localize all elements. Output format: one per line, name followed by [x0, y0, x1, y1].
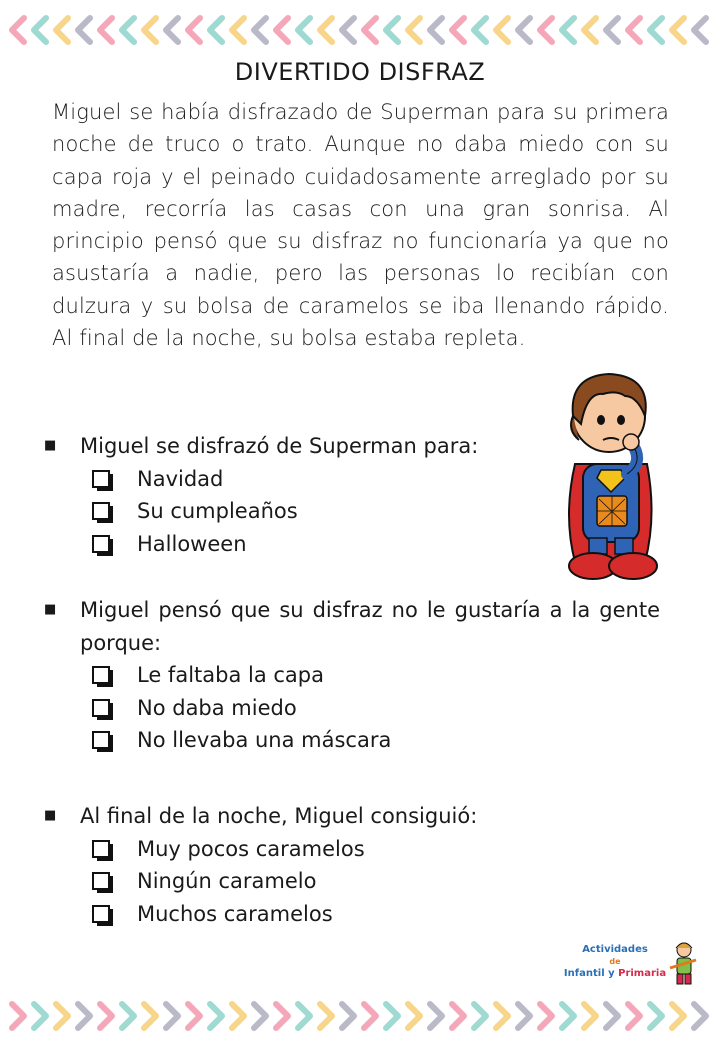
chevron-icon	[408, 18, 420, 42]
logo-line-2: de	[609, 957, 621, 966]
chevron-icon	[342, 18, 354, 42]
logo-line-3b: Primaria	[618, 968, 667, 979]
chevron-icon	[78, 1004, 90, 1028]
chevron-icon	[386, 1004, 398, 1028]
chevron-icon	[672, 18, 684, 42]
chevron-icon	[144, 18, 156, 42]
checkbox-icon[interactable]	[92, 470, 110, 488]
chevron-icon	[254, 1004, 266, 1028]
answer-option[interactable]	[92, 659, 662, 692]
bullet-icon: ■	[44, 438, 57, 453]
chevron-icon	[562, 18, 574, 42]
chevron-icon	[232, 1004, 244, 1028]
chevron-icon	[276, 18, 288, 42]
option-label: No llevaba una máscara	[137, 728, 392, 752]
option-label: Halloween	[137, 531, 247, 556]
chevron-icon	[166, 18, 178, 42]
question-text: Al final de la noche, Miguel consiguió:	[80, 804, 478, 828]
bullet-icon: ■	[44, 602, 57, 617]
chevron-icon	[232, 18, 244, 42]
checkbox-icon[interactable]	[92, 905, 110, 923]
chevron-icon	[694, 1004, 706, 1028]
chevron-icon	[606, 18, 618, 42]
chevron-icon	[408, 1004, 420, 1028]
checkbox-icon[interactable]	[92, 535, 110, 553]
option-label: Muchos caramelos	[137, 901, 333, 926]
chevron-icon	[694, 18, 706, 42]
question-text: Miguel pensó que su disfraz no le gustaría a la gente porque:	[80, 598, 660, 655]
chevron-icon	[34, 18, 46, 42]
logo-line-3a: Infantil y	[563, 968, 619, 979]
checkbox-icon[interactable]	[92, 872, 110, 890]
chevron-icon	[298, 18, 310, 42]
chevron-icon	[518, 18, 530, 42]
chevron-icon	[496, 18, 508, 42]
chevron-icon	[144, 1004, 156, 1028]
chevron-icon	[628, 18, 640, 42]
chevron-icon	[122, 18, 134, 42]
option-label: Navidad	[137, 466, 224, 491]
chevron-icon	[650, 18, 662, 42]
answer-option[interactable]	[92, 898, 662, 931]
chevron-icon	[628, 1004, 640, 1028]
chevron-icon	[12, 1004, 24, 1028]
bullet-icon: ■	[44, 808, 57, 823]
chevron-icon	[584, 1004, 596, 1028]
chevron-icon	[210, 18, 222, 42]
chevron-icon	[254, 18, 266, 42]
chevron-icon	[166, 1004, 178, 1028]
chevron-icon	[452, 1004, 464, 1028]
chevron-icon	[474, 1004, 486, 1028]
option-label: Muy pocos caramelos	[137, 836, 365, 861]
worksheet-title: DIVERTIDO DISFRAZ	[234, 58, 486, 86]
checkbox-icon[interactable]	[92, 699, 110, 717]
chevron-icon	[672, 1004, 684, 1028]
chevron-icon	[56, 18, 68, 42]
option-label: No daba miedo	[137, 695, 297, 720]
chevron-icon	[188, 1004, 200, 1028]
chevron-border-bottom	[0, 996, 720, 1036]
chevron-icon	[430, 18, 442, 42]
chevron-icon	[320, 1004, 332, 1028]
chevron-icon	[342, 1004, 354, 1028]
chevron-icon	[584, 18, 596, 42]
checkbox-icon[interactable]	[92, 840, 110, 858]
chevron-icon	[430, 1004, 442, 1028]
chevron-icon	[100, 1004, 112, 1028]
chevron-icon	[650, 1004, 662, 1028]
answer-option[interactable]	[92, 692, 662, 725]
answer-option[interactable]	[92, 833, 662, 866]
chevron-icon	[320, 18, 332, 42]
checkbox-icon[interactable]	[92, 731, 110, 749]
checkbox-icon[interactable]	[92, 502, 110, 520]
chevron-icon	[298, 1004, 310, 1028]
chevron-icon	[562, 1004, 574, 1028]
chevron-icon	[188, 18, 200, 42]
option-label: Ningún caramelo	[137, 869, 317, 893]
brand-logo-text	[560, 944, 670, 980]
option-label: Su cumpleaños	[137, 499, 298, 523]
chevron-icon	[364, 1004, 376, 1028]
chevron-icon	[496, 1004, 508, 1028]
answer-option[interactable]	[92, 865, 662, 898]
question-2	[42, 594, 662, 757]
story-paragraph: Miguel se había disfrazado de Superman para su primera noche de truco o trato. Aunque no daba miedo con su capa roja y el peinado cuidadosamente arreglado por su madre, recorría las casas con una gran sonrisa. Al principio pensó que su disfraz no funcionaría ya que no asustaría a nadie, pero las personas lo recibían con dulzura y su bolsa de caramelos se iba llenando rápido. Al final de la noche, su bolsa estaba repleta.	[52, 100, 669, 351]
chevron-icon	[386, 18, 398, 42]
chevron-icon	[12, 18, 24, 42]
chevron-icon	[276, 1004, 288, 1028]
chevron-icon	[122, 1004, 134, 1028]
chevron-icon	[518, 1004, 530, 1028]
superman-kid-illustration	[553, 366, 668, 582]
question-3	[42, 800, 662, 930]
chevron-border-top	[0, 10, 720, 50]
chevron-icon	[78, 18, 90, 42]
chevron-icon	[452, 18, 464, 42]
chevron-icon	[100, 18, 112, 42]
chevron-icon	[56, 1004, 68, 1028]
chevron-icon	[34, 1004, 46, 1028]
answer-option[interactable]	[92, 724, 662, 757]
logo-line-1: Actividades	[582, 944, 648, 955]
logo-line-3	[560, 968, 670, 980]
chevron-icon	[364, 18, 376, 42]
checkbox-icon[interactable]	[92, 666, 110, 684]
chevron-icon	[606, 1004, 618, 1028]
chevron-icon	[474, 18, 486, 42]
question-text: Miguel se disfrazó de Superman para:	[80, 434, 479, 458]
chevron-icon	[210, 1004, 222, 1028]
chevron-icon	[540, 18, 552, 42]
chevron-icon	[540, 1004, 552, 1028]
option-label: Le faltaba la capa	[137, 663, 324, 687]
